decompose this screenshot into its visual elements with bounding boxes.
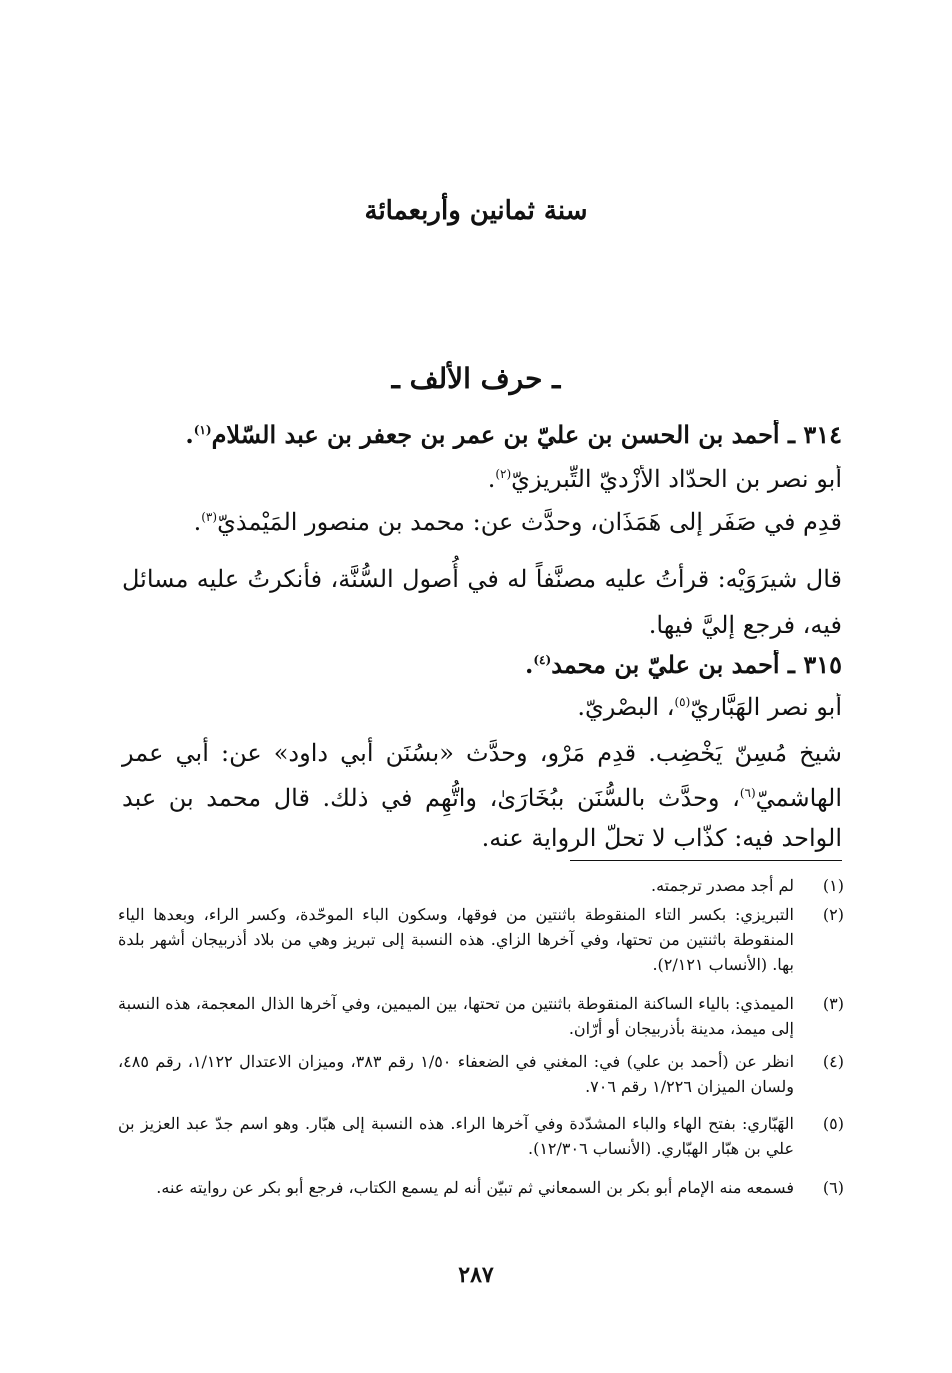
entry-line-end: .	[487, 465, 496, 493]
footnote-ref: (١)	[193, 423, 212, 437]
footnote-1	[118, 874, 844, 899]
entry-line-end: ، البصْريّ.	[577, 693, 675, 721]
footnote-number: (٤)	[822, 1052, 844, 1071]
footnote-text: التبريزي: بكسر التاء المنقوطة باثنتين من فوقها، وسكون الباء الموحّدة، وكسر الراء، وبعدها الياء المنقوطة باثنتين من تحتها، وفي آخرها الزاي. هذه النسبة إلى تبريز وهي من بلاد أذربيجان أشهر بلدة بها. (الأنساب ٢/١٢١).	[118, 905, 794, 974]
footnote-number: (٣)	[822, 994, 844, 1013]
footnote-text: انظر عن (أحمد بن علي) في: المغني في الضعفاء ١/٥٠ رقم ٣٨٣، وميزان الاعتدال ١/١٢٢، رقم ٤٨٥، ولسان الميزان ١/٢٢٦ رقم ٧٠٦.	[118, 1052, 795, 1096]
footnote-ref: (٣)	[201, 510, 218, 524]
entry-title-text: ٣١٥ ـ أحمد بن عليّ بن محمد	[551, 650, 842, 679]
footnote-ref: (٤)	[533, 653, 552, 667]
entry-314-line-1	[122, 465, 842, 493]
footnote-number: (٥)	[822, 1114, 844, 1133]
footnote-separator	[570, 860, 842, 861]
footnote-3	[118, 992, 844, 1042]
entry-315-line-1	[122, 693, 842, 721]
section-heading: ـ حرف الألف ـ	[391, 362, 561, 395]
entry-title-end: .	[525, 650, 534, 679]
entry-line-text: قدِم في صَفَر إلى هَمَذَان، وحدَّث عن: محمد بن منصور المَيْمذيّ	[217, 508, 842, 536]
year-heading: سنة ثمانين وأربعمائة	[364, 196, 588, 226]
footnote-text: الميمذي: بالياء الساكنة المنقوطة باثنتين من تحتها، بين الميمين، وفي آخرها الذال المعجمة، هذه النسبة إلى ميمذ، مدينة بأذربيجان أو أرّان.	[118, 994, 794, 1038]
entry-line-text: أبو نصر الهَبَّاريّ	[690, 693, 842, 721]
footnote-number: (٢)	[822, 905, 844, 924]
footnote-text: الهَبّاري: بفتح الهاء والباء المشدّدة وفي آخرها الراء. هذه النسبة إلى هبّار. وهو اسم جدّ عبد العزيز بن علي بن هبّار الهبّاري. (الأنساب ١٢/٣٠٦).	[118, 1114, 794, 1158]
footnote-ref: (٥)	[674, 695, 691, 709]
footnote-text: لم أجد مصدر ترجمته.	[651, 876, 794, 895]
entry-315-paragraph	[122, 733, 842, 858]
footnote-5	[118, 1112, 844, 1162]
footnote-number: (٦)	[822, 1178, 844, 1197]
page-number: ٢٨٧	[458, 1262, 494, 1288]
paragraph-part-b: ، وحدَّث بالسُّنَن ببُخَارَىٰ، واتُّهِم في ذلك. قال محمد بن عبد الواحد فيه: كذّاب لا تحلّ الرواية عنه.	[122, 784, 842, 852]
entry-314-line-2	[122, 508, 842, 536]
entry-314-paragraph: قال شيرَوَيْه: قرأتُ عليه مصنَّفاً له في أُصول السُّنَّة، فأنكرتُ عليه مسائل فيه، فرجع إليَّ فيها.	[122, 565, 842, 639]
footnote-6	[118, 1176, 844, 1201]
paragraph-part-a: شيخ مُسِنّ يَخْضِب. قدِم مَرْو، وحدَّث «بسُنَن أبي داود» عن: أبي عمر الهاشميّ	[122, 739, 842, 812]
footnote-text: فسمعه منه الإمام أبو بكر بن السمعاني ثم تبيّن أنه لم يسمع الكتاب، فرجع أبو بكر عن روايته عنه.	[156, 1178, 794, 1197]
entry-314-title	[122, 420, 842, 449]
footnote-2	[118, 903, 844, 977]
entry-line-end: .	[193, 508, 202, 536]
entry-line-text: أبو نصر بن الحدّاد الأزْديّ التِّبريزيّ	[511, 465, 842, 493]
footnote-number: (١)	[822, 876, 844, 895]
footnote-ref: (٢)	[495, 467, 512, 481]
footnote-4	[118, 1050, 844, 1100]
entry-315-title	[122, 650, 842, 679]
entry-title-end: .	[185, 420, 194, 449]
entry-title-text: ٣١٤ ـ أحمد بن الحسن بن عليّ بن عمر بن جعفر بن عبد السّلام	[211, 420, 842, 449]
footnote-ref: (٦)	[739, 786, 756, 800]
